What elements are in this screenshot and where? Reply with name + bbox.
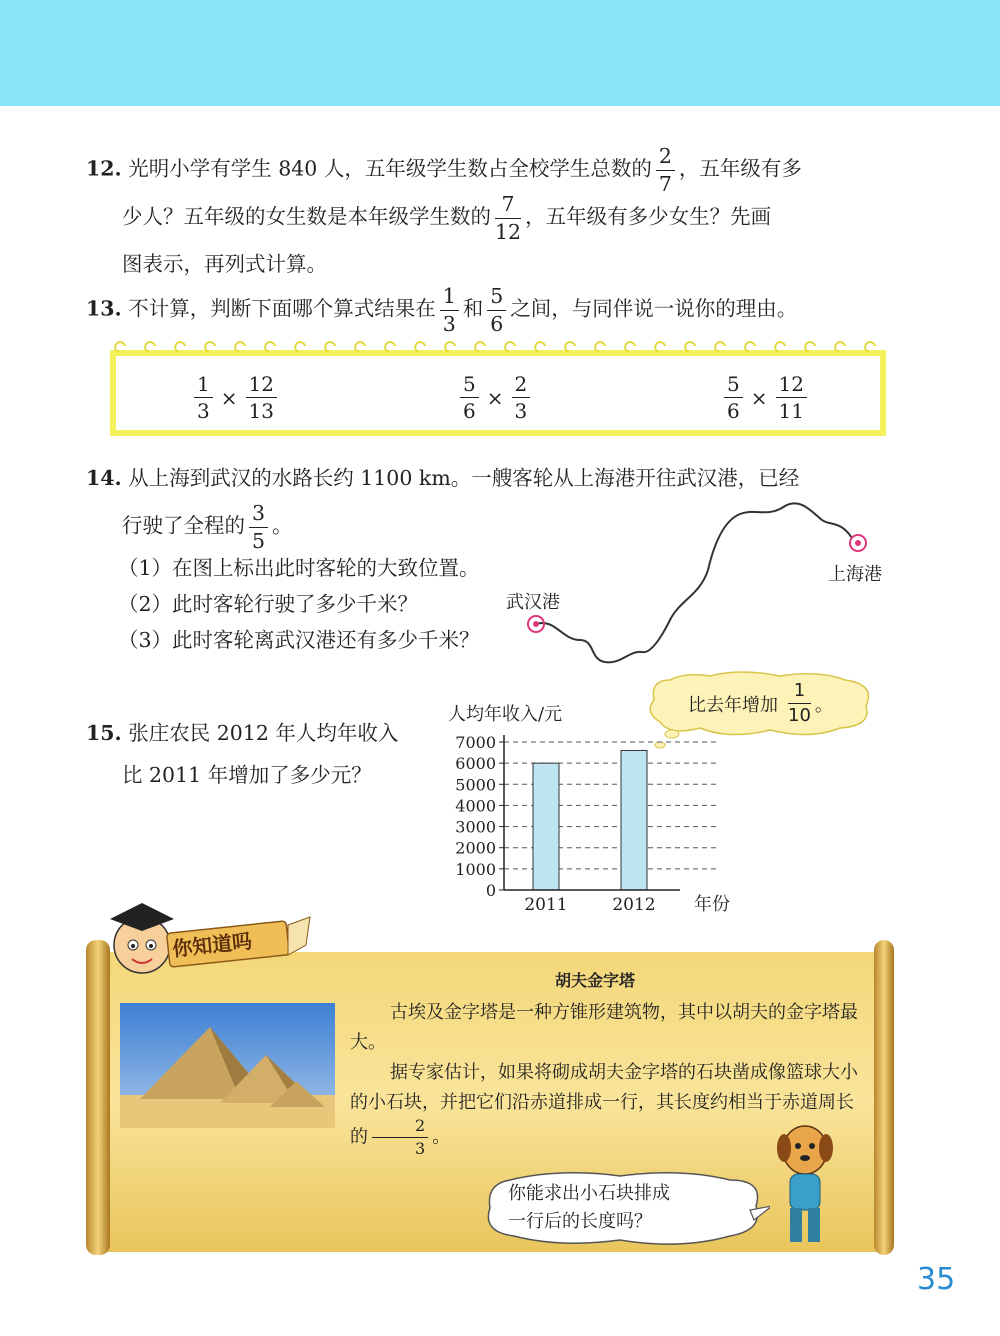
- fraction-denominator: 3: [514, 399, 528, 423]
- fraction-numerator: 2: [372, 1118, 428, 1138]
- shanghai-port-marker: [850, 535, 866, 551]
- q12-line1: [86, 146, 896, 194]
- q12-text-3: 少人？五年级的女生数是本年级学生数的: [122, 204, 491, 229]
- times-sign: ×: [486, 385, 504, 410]
- fraction-numerator: 3: [249, 503, 268, 528]
- q13-number: 13.: [86, 296, 122, 321]
- fraction-denominator: 3: [442, 311, 456, 336]
- q15-text-1: 张庄农民 2012 年人均年收入: [128, 721, 399, 745]
- fraction-numerator: 1: [194, 374, 213, 398]
- fraction-denominator: 3: [197, 399, 210, 423]
- q14-text-2: 行驶了全程的: [122, 513, 245, 538]
- fraction-numerator: 2: [512, 374, 531, 398]
- fraction-numerator: 7: [495, 194, 521, 219]
- q13-text-3: 之间，与同伴说一说你的理由。: [510, 296, 798, 321]
- q14-number: 14.: [86, 466, 122, 490]
- q15-line1: [86, 712, 398, 754]
- q12-number: 12.: [86, 156, 122, 181]
- q14-sub-2: （2）此时客轮行驶了多少千米？: [118, 592, 419, 616]
- q12-line3: 图表示，再列式计算。: [122, 252, 327, 276]
- chart-y-tick-label: 3000: [455, 817, 496, 837]
- income-bar-chart: [440, 690, 750, 920]
- chart-bar-2012: [621, 750, 647, 890]
- q12-text-2: ，五年级有多: [678, 156, 802, 181]
- bubble-fraction: [788, 682, 811, 725]
- fraction-denominator: 10: [788, 705, 811, 726]
- question-12: [86, 146, 896, 287]
- fraction-numerator: 5: [460, 374, 479, 398]
- chart-y-tick-label: 1000: [455, 859, 496, 879]
- header-band: [0, 0, 1000, 106]
- fraction-denominator: 6: [727, 399, 740, 423]
- question-14: [86, 456, 896, 501]
- expression-3: [720, 374, 811, 421]
- q14-sub-1: （1）在图上标出此时客轮的大致位置。: [118, 556, 480, 580]
- speech-text: [508, 1180, 670, 1236]
- fraction-denominator: 7: [658, 171, 672, 196]
- chart-x-tick-label: 2012: [612, 895, 656, 915]
- fraction-denominator: 11: [778, 399, 804, 423]
- wuhan-port-marker: [528, 616, 544, 632]
- fraction-numerator: 12: [246, 374, 277, 398]
- expr3-fraction-a: [724, 374, 743, 421]
- chart-y-tick-label: 4000: [455, 796, 496, 816]
- page-number: 35: [917, 1262, 956, 1297]
- chart-bar-2011: [533, 763, 559, 890]
- q15-line2: 比 2011 年增加了多少元？: [122, 763, 372, 787]
- fraction-denominator: 6: [463, 399, 476, 423]
- q14-text-3: 。: [272, 513, 293, 538]
- did-you-know-badge: 你知道吗: [171, 928, 254, 962]
- q12-fraction-2: [495, 194, 521, 242]
- fraction-denominator: 6: [490, 311, 504, 336]
- q13-fraction-a: [440, 286, 459, 334]
- pyramid-photo: [120, 1003, 335, 1128]
- chart-x-ticks: [524, 895, 655, 915]
- fraction-denominator: 12: [495, 219, 522, 244]
- dyk-paragraph-2-text: 据专家估计，如果将砌成胡夫金字塔的石块凿成像篮球大小的小石块，并把它们沿赤道排成一行，其长度约相当于赤道周长的: [350, 1062, 858, 1148]
- q14-line1: [86, 456, 896, 501]
- dog-mascot: [770, 1120, 840, 1250]
- bubble-text-1: 比去年增加: [688, 694, 778, 716]
- chart-y-tick-label: 5000: [455, 775, 496, 795]
- q14-text-1: 从上海到武汉的水路长约 1100 km。一艘客轮从上海港开往武汉港，已经: [128, 466, 800, 490]
- q14-fraction: [249, 503, 268, 551]
- question-15: [86, 712, 398, 796]
- fraction-denominator: 13: [248, 399, 274, 423]
- q14-line2: [122, 503, 293, 551]
- fraction-numerator: 1: [788, 682, 811, 704]
- expr3-fraction-b: [776, 374, 807, 421]
- label-wuhan-port: 武汉港: [506, 592, 560, 613]
- notebook-rings: [113, 338, 889, 358]
- speech-line-1: 你能求出小石块排成: [508, 1183, 670, 1204]
- label-shanghai-port: 上海港: [828, 564, 882, 585]
- fraction-numerator: 12: [776, 374, 807, 398]
- expr1-fraction-b: [246, 374, 277, 421]
- q14-sub-3: （3）此时客轮离武汉港还有多少千米？: [118, 628, 480, 652]
- river-path: [536, 503, 852, 662]
- q12-line2: [86, 194, 896, 242]
- chart-y-tick-label: 7000: [455, 733, 496, 752]
- chart-x-axis-label: 年份: [694, 894, 730, 915]
- dyk-title: 胡夫金字塔: [555, 971, 636, 990]
- expression-1: [190, 374, 281, 421]
- speech-line-2: 一行后的长度吗？: [508, 1211, 652, 1232]
- fraction-numerator: 1: [440, 286, 459, 311]
- chart-y-axis-label: 人均年收入/元: [448, 704, 563, 725]
- fraction-numerator: 2: [656, 146, 675, 171]
- fraction-numerator: 5: [487, 286, 506, 311]
- chart-y-tick-label: 0: [485, 881, 496, 900]
- q12-fraction-1: [656, 146, 675, 194]
- times-sign: ×: [220, 385, 238, 410]
- expr2-fraction-a: [460, 374, 479, 421]
- q15-number: 15.: [86, 721, 122, 745]
- expression-2: [456, 374, 534, 421]
- chart-y-tick-label: 2000: [455, 838, 496, 858]
- chart-x-tick-label: 2011: [524, 895, 568, 915]
- chart-y-tick-label: 6000: [455, 754, 496, 774]
- dyk-paragraph-2-end: 。: [432, 1126, 451, 1148]
- dyk-paragraph-1: 古埃及金字塔是一种方锥形建筑物，其中以胡夫的金字塔最大。: [350, 1002, 858, 1053]
- fraction-denominator: 3: [415, 1139, 426, 1158]
- q12-text-1: 光明小学有学生 840 人，五年级学生数占全校学生总数的: [128, 156, 652, 181]
- fraction-numerator: 5: [724, 374, 743, 398]
- expr2-fraction-b: [512, 374, 531, 421]
- q13-fraction-b: [487, 286, 506, 334]
- q14-subquestions: [118, 550, 480, 658]
- q12-text-4: ，五年级有多少女生？先画: [525, 204, 772, 229]
- q13-text-1: 不计算，判断下面哪个算式结果在: [128, 296, 436, 321]
- times-sign: ×: [750, 385, 768, 410]
- question-13: [86, 286, 896, 334]
- dyk-fraction: [372, 1118, 428, 1157]
- expr1-fraction-a: [194, 374, 213, 421]
- fraction-denominator: 5: [252, 528, 266, 553]
- chart-y-ticks: [455, 733, 504, 900]
- bubble-text-2: 。: [814, 694, 833, 716]
- q13-text-2: 和: [462, 296, 484, 321]
- river-route-map: [500, 500, 900, 680]
